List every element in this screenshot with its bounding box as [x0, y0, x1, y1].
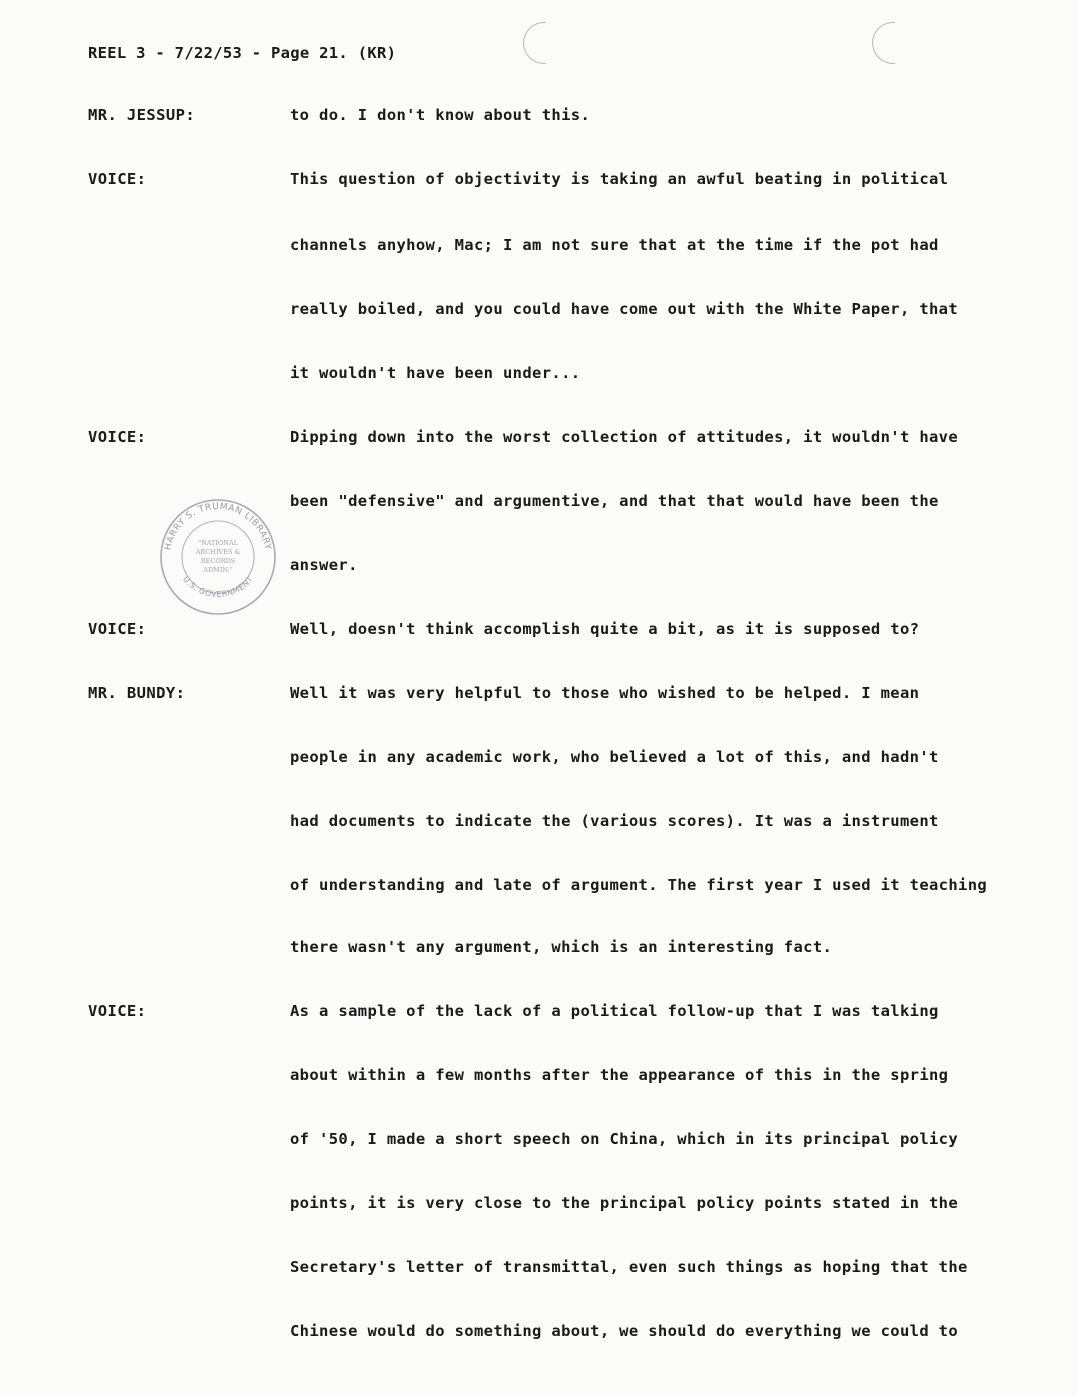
transcript-line: there wasn't any argument, which is an interesting fact.	[290, 938, 833, 956]
speaker-label: VOICE:	[88, 1002, 147, 1020]
transcript-line: answer.	[290, 556, 358, 574]
transcript-line: about within a few months after the appearance of this in the spring	[290, 1066, 949, 1084]
page-header: REEL 3 - 7/22/53 - Page 21. (KR)	[88, 44, 397, 62]
speaker-label: VOICE:	[88, 428, 147, 446]
transcript-line: had documents to indicate the (various scores). It was a instrument	[290, 812, 939, 830]
transcript-line: This question of objectivity is taking an awful beating in political	[290, 170, 949, 188]
stamp-inner-line: RECORDS	[200, 557, 236, 565]
speaker-label: MR. JESSUP:	[88, 106, 196, 124]
speaker-label: VOICE:	[88, 170, 147, 188]
transcript-line: been "defensive" and argumentive, and that that would have been the	[290, 492, 939, 510]
transcript-line: Chinese would do something about, we should do everything we could to	[290, 1322, 959, 1340]
transcript-line: Dipping down into the worst collection of attitudes, it wouldn't have	[290, 428, 959, 446]
speaker-label: VOICE:	[88, 620, 147, 638]
stamp-inner-line: ADMIN."	[203, 566, 233, 574]
transcript-line: it wouldn't have been under...	[290, 364, 581, 382]
stamp-inner-line: ARCHIVES &	[195, 548, 241, 556]
stamp-inner-line: "NATIONAL	[198, 539, 238, 547]
stamp-bottom-text: U.S. GOVERNMENT	[181, 574, 255, 599]
transcript-line: Well, doesn't think accomplish quite a bit, as it is supposed to?	[290, 620, 920, 638]
archive-stamp	[157, 496, 279, 618]
speaker-label: MR. BUNDY:	[88, 684, 186, 702]
transcript-line: channels anyhow, Mac; I am not sure that at the time if the pot had	[290, 236, 939, 254]
transcript-line: really boiled, and you could have come out with the White Paper, that	[290, 300, 959, 318]
transcript-line: of understanding and late of argument. The first year I used it teaching	[290, 876, 988, 894]
transcript-line: Secretary's letter of transmittal, even such things as hoping that the	[290, 1258, 968, 1276]
stamp-ring-text: HARRY S. TRUMAN LIBRARY	[163, 501, 273, 552]
transcript-line: of '50, I made a short speech on China, which in its principal policy	[290, 1130, 959, 1148]
transcript-line: points, it is very close to the principal policy points stated in the	[290, 1194, 959, 1212]
svg-text:U.S. GOVERNMENT	[181, 575, 255, 599]
punch-hole-right	[872, 22, 895, 64]
punch-hole-left	[523, 22, 546, 64]
transcript-line: to do. I don't know about this.	[290, 106, 591, 124]
transcript-line: people in any academic work, who believed a lot of this, and hadn't	[290, 748, 939, 766]
transcript-line: As a sample of the lack of a political follow-up that I was talking	[290, 1002, 939, 1020]
transcript-line: Well it was very helpful to those who wished to be helped. I mean	[290, 684, 920, 702]
